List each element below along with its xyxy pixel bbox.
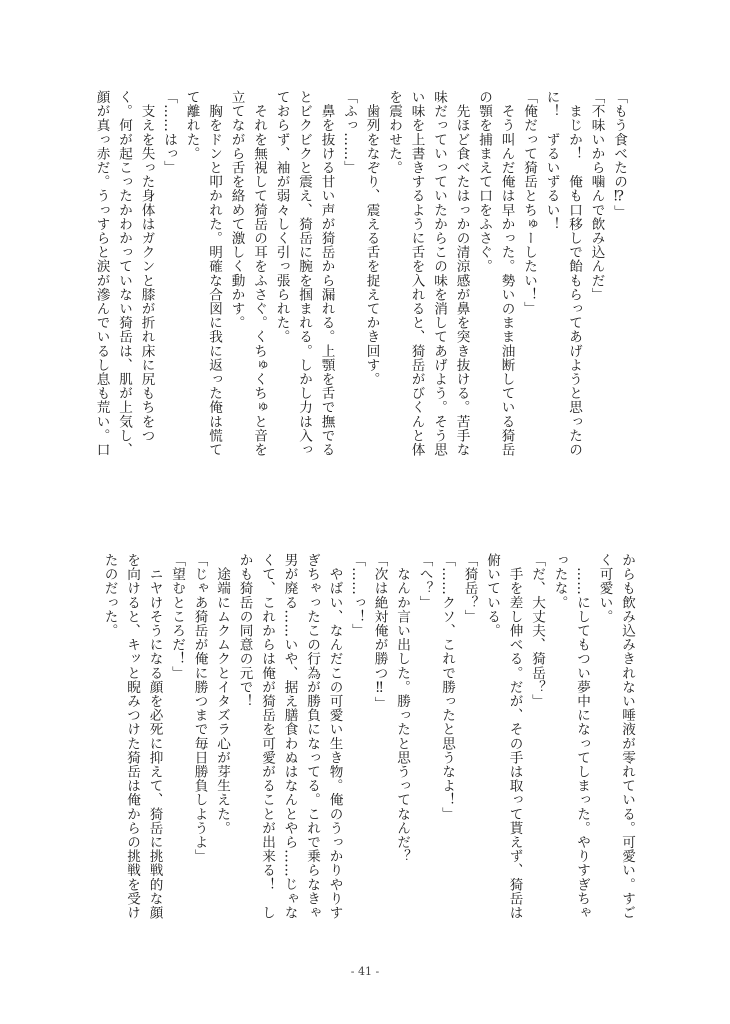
text-block-lower [101,553,638,938]
text-line: 歯列をなぞり、震える舌を捉えてかき回す。 [363,90,380,387]
text-line: それを無視して猗岳の耳をふさぐ。くちゅくちゅと音を [251,90,267,457]
text-line: い味を上書きするように舌を入れると、猗岳がびくんと体 [408,90,425,457]
text-line: 俯いている。 [484,553,500,638]
text-line: の顎を捕まえて口をふさぐ。 [476,90,492,274]
text-line: 「ふっ……」 [341,90,357,175]
text-line: まじか！ 俺も口移しで飴もらってあげようと思ったの [566,90,582,457]
text-line: く可愛い。 [596,553,613,624]
text-line: 「へ？」 [416,553,433,610]
text-line: 「じゃあ猗岳が俺に勝つまで毎日勝負しようよ」 [191,553,208,864]
text-line: 「……クソ、これで勝ったと思うなよ！」 [439,553,455,821]
text-line: 「不味いから噛んで飲み込んだ」 [588,90,605,302]
text-line: そう叫んだ俺は早かった。勢いのまま油断している猗岳 [498,90,515,457]
text-line: ……にしてもつい夢中になってしまった。やりすぎちゃ [574,553,590,920]
text-line: 「俺だって猗岳とちゅーしたい！」 [521,90,537,316]
text-line: 支えを失った身体はガクンと膝が折れ床に尻もちをつ [138,90,155,443]
text-line: 「もう食べたの⁉」 [611,90,627,220]
text-line: く。何が起こったかわかっていない猗岳は、肌が上気し、 [116,90,132,457]
text-line: 先ほど食べたはっかの清涼感が鼻を突き抜ける。苦手な [453,90,470,457]
text-line: かも猗岳の同意の元で！ [236,553,253,709]
text-line: 手を差し伸べる。だが、その手は取って貰えず、猗岳は [506,553,523,920]
text-line: 「……はっ」 [161,90,177,175]
page-number: - 41 - [350,965,380,978]
text-line: に！ ずるいずるい！ [543,90,560,231]
text-line: 「猗岳？」 [461,553,478,624]
text-line: 立てながら舌を絡めて激しく動かす。 [228,90,245,330]
text-line: たのだった。 [101,553,118,638]
text-line: 「だ、大丈夫、猗岳？」 [529,553,545,709]
text-line: 「……っ！」 [349,553,365,638]
text-line: 男が廃る……いや、据え膳食わぬはなんとやら……じゃな [281,553,298,920]
text-line: 「次は絶対俺が勝つ‼」 [371,553,388,711]
text-line: からも飲み込みきれない唾液が零れている。可愛い。すご [619,553,635,920]
text-line: 顔が真っ赤だ。うっすらと涙が滲んでいるし息も荒い。口 [93,90,110,457]
text-line: 味だっていっていたからこの味を消してあげよう。そう思 [431,90,447,457]
text-line: なんか言い出した。勝ったと思うってなんだ？ [394,553,410,864]
text-line: 胸をドンと叩かれた。明確な合図に我に返った俺は慌て [206,90,222,457]
text-line: ぎちゃったこの行為が勝負になってる。これで乗らなきゃ [304,553,320,920]
text-line: を向けると、キッと睨みつけた猗岳は俺からの挑戦を受け [124,553,140,920]
text-block-upper [93,90,630,490]
text-line: ておらず、袖が弱々しく引っ張られた。 [273,90,290,344]
text-line: ったな。 [551,553,568,610]
text-line: 「望むところだ！」 [169,553,185,680]
text-line: とビクビクと震え、猗岳に腕を掴まれる。しかし力は入っ [296,90,312,457]
text-line: を震わせた。 [386,90,402,175]
text-line: 途端にムクムクとイタズラ心が芽生えた。 [214,553,230,835]
text-line: 鼻を抜ける甘い声が猗岳から漏れる。上顎を舌で撫でる [318,90,335,457]
text-line: くて、これからは俺が猗岳を可愛がることが出来る！ し [259,553,275,920]
text-line: ニヤけそうになる顔を必死に抑えて、猗岳に挑戦的な顔 [146,553,163,920]
text-line: やばい、なんだこの可愛い生き物。俺のうっかりやりす [326,553,343,920]
text-line: て離れた。 [183,90,200,161]
